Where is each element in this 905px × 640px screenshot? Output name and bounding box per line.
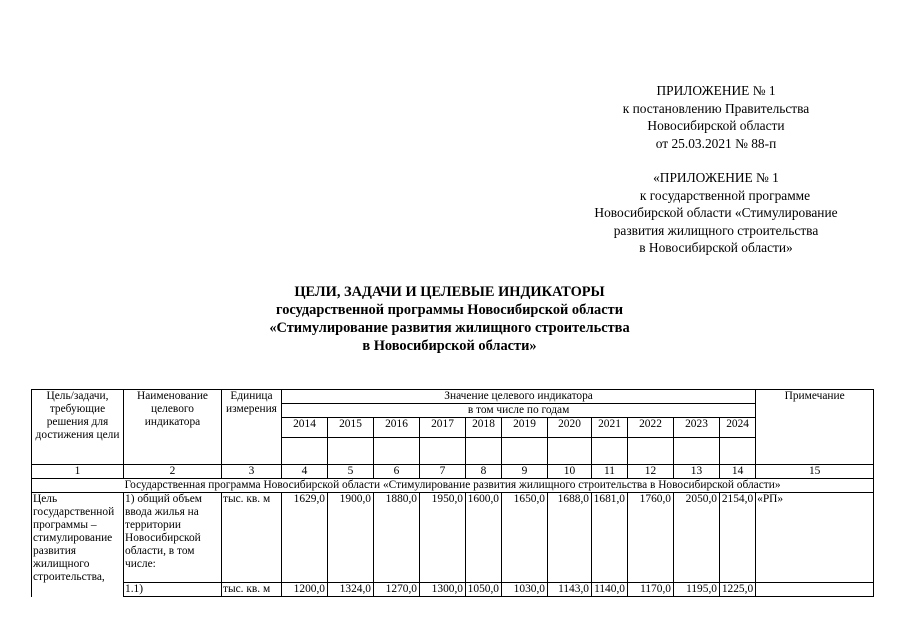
year-cell: 2022	[628, 418, 674, 438]
header-indicator: Наименование целевого индикатора	[124, 390, 222, 465]
year-cell: 2014	[282, 418, 328, 438]
column-number: 7	[420, 465, 466, 479]
column-number: 14	[720, 465, 756, 479]
title-line: государственной программы Новосибирской области	[276, 302, 623, 318]
program-title-cell: Государственная программа Новосибирской области «Стимулирование развития жилищного строительства в Новосибирской области»	[32, 479, 874, 493]
column-number: 12	[628, 465, 674, 479]
spacer-cell	[466, 438, 502, 465]
unit-cell: тыс. кв. м	[222, 493, 282, 583]
title-line: в Новосибирской области»	[362, 338, 537, 354]
title-line: ЦЕЛИ, ЗАДАЧИ И ЦЕЛЕВЫЕ ИНДИКАТОРЫ	[294, 284, 605, 300]
column-number: 2	[124, 465, 222, 479]
spacer-cell	[328, 438, 374, 465]
value-cell: 1050,0	[466, 583, 502, 597]
value-cell: 1143,0	[548, 583, 592, 597]
column-number: 3	[222, 465, 282, 479]
appendix-line: Новосибирской области	[647, 118, 785, 133]
value-cell: 1600,0	[466, 493, 502, 583]
column-number: 5	[328, 465, 374, 479]
value-cell: 1950,0	[420, 493, 466, 583]
appendix-approval-block	[560, 82, 872, 152]
appendix-line: «ПРИЛОЖЕНИЕ № 1	[653, 170, 779, 185]
year-cell: 2016	[374, 418, 420, 438]
value-cell: 1688,0	[548, 493, 592, 583]
appendix-line: в Новосибирской области»	[639, 240, 793, 255]
spacer-cell	[502, 438, 548, 465]
spacer-cell	[720, 438, 756, 465]
year-cell: 2023	[674, 418, 720, 438]
year-cell: 2024	[720, 418, 756, 438]
header-value: Значение целевого индикатора	[282, 390, 756, 404]
appendix-line: ПРИЛОЖЕНИЕ № 1	[656, 83, 776, 98]
note-cell	[756, 583, 874, 597]
value-cell: 1629,0	[282, 493, 328, 583]
header-unit: Единица измерения	[222, 390, 282, 465]
table-row	[32, 583, 874, 597]
value-cell: 1681,0	[592, 493, 628, 583]
appendix-program-block	[560, 169, 872, 257]
spacer-cell	[420, 438, 466, 465]
year-cell: 2015	[328, 418, 374, 438]
column-number: 8	[466, 465, 502, 479]
value-cell: 1225,0	[720, 583, 756, 597]
value-cell: 1300,0	[420, 583, 466, 597]
column-number: 1	[32, 465, 124, 479]
value-cell: 1270,0	[374, 583, 420, 597]
table-row	[32, 493, 874, 583]
year-cell: 2021	[592, 418, 628, 438]
column-number: 13	[674, 465, 720, 479]
spacer-cell	[674, 438, 720, 465]
unit-cell: тыс. кв. м	[222, 583, 282, 597]
indicators-table	[31, 389, 874, 597]
value-cell: 1030,0	[502, 583, 548, 597]
value-cell: 1650,0	[502, 493, 548, 583]
value-cell: 1900,0	[328, 493, 374, 583]
year-cell: 2019	[502, 418, 548, 438]
spacer-cell	[592, 438, 628, 465]
header-row	[32, 390, 874, 404]
column-number: 6	[374, 465, 420, 479]
column-number: 10	[548, 465, 592, 479]
value-cell: 1195,0	[674, 583, 720, 597]
spacer-cell	[374, 438, 420, 465]
title-line: «Стимулирование развития жилищного строительства	[269, 320, 630, 336]
spacer-cell	[548, 438, 592, 465]
value-cell: 1140,0	[592, 583, 628, 597]
appendix-line: развития жилищного строительства	[613, 222, 819, 238]
indicator-cell: 1.1)	[124, 583, 222, 597]
value-cell: 2154,0	[720, 493, 756, 583]
spacer-cell	[628, 438, 674, 465]
appendix-line: Новосибирской области «Стимулирование	[594, 205, 838, 220]
spacer-cell	[282, 438, 328, 465]
column-number: 4	[282, 465, 328, 479]
value-cell: 2050,0	[674, 493, 720, 583]
year-cell: 2018	[466, 418, 502, 438]
value-cell: 1200,0	[282, 583, 328, 597]
year-cell: 2020	[548, 418, 592, 438]
column-number: 9	[502, 465, 548, 479]
value-cell: 1880,0	[374, 493, 420, 583]
value-cell: 1760,0	[628, 493, 674, 583]
note-cell: «РП»	[756, 493, 874, 583]
column-number: 15	[756, 465, 874, 479]
header-note: Примечание	[756, 390, 874, 465]
appendix-line: к постановлению Правительства	[622, 100, 810, 116]
header-by-year: в том числе по годам	[282, 404, 756, 418]
program-row	[32, 479, 874, 493]
year-cell: 2017	[420, 418, 466, 438]
value-cell: 1170,0	[628, 583, 674, 597]
header-goal: Цель/задачи, требующие решения для достижения цели	[32, 390, 124, 465]
appendix-line: от 25.03.2021 № 88-п	[655, 135, 777, 151]
column-number: 11	[592, 465, 628, 479]
goal-cell: Цель государственной программы – стимулирование развития жилищного строительства,	[32, 493, 124, 597]
indicator-cell: 1) общий объем ввода жилья на территории Новосибирской области, в том числе:	[124, 493, 222, 583]
column-numbers-row	[32, 465, 874, 479]
appendix-line: к государственной программе	[639, 187, 811, 203]
document-title	[0, 283, 905, 355]
value-cell: 1324,0	[328, 583, 374, 597]
